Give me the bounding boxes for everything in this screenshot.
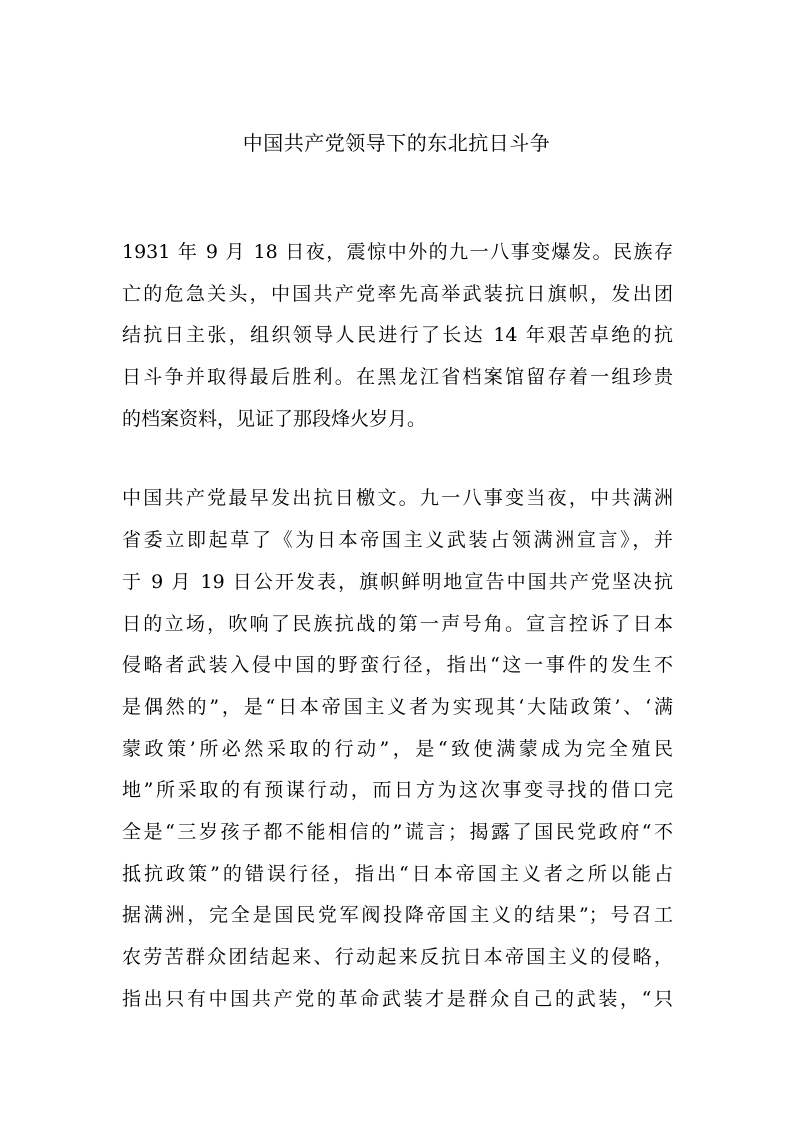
text-line: 1931 年 9 月 18 日夜，震惊中外的九一八事变爆发。民族存 <box>122 241 673 263</box>
text-line: 中国共产党最早发出抗日檄文。九一八事变当夜，中共满洲 <box>122 487 673 510</box>
paragraph-2 <box>122 478 673 1020</box>
text-line: 日的立场，吹响了民族抗战的第一声号角。宣言控诉了日本 <box>122 612 673 635</box>
paragraph-1 <box>122 232 673 440</box>
text-line: 的档案资料，见证了那段烽火岁月。 <box>122 407 427 430</box>
text-line: 农劳苦群众团结起来、行动起来反抗日本帝国主义的侵略， <box>122 946 673 968</box>
text-line: 亡的危急关头，中国共产党率先高举武装抗日旗帜，发出团 <box>122 282 673 305</box>
document-title: 中国共产党领导下的东北抗日斗争 <box>242 131 551 155</box>
text-line: 省委立即起草了《为日本帝国主义武装占领满洲宣言》，并 <box>122 529 673 552</box>
document-body <box>122 232 673 1020</box>
text-line: 全是“三岁孩子都不能相信的”谎言；揭露了国民党政府“不 <box>122 820 673 843</box>
text-line: 是偶然的”，是“日本帝国主义者为实现其‘大陆政策’、‘满 <box>122 695 673 718</box>
text-line: 蒙政策’所必然采取的行动”，是“致使满蒙成为完全殖民 <box>122 737 673 760</box>
text-line: 于 9 月 19 日公开发表，旗帜鲜明地宣告中国共产党坚决抗 <box>122 570 673 593</box>
text-line: 据满洲，完全是国民党军阀投降帝国主义的结果”；号召工 <box>122 904 673 927</box>
text-line: 指出只有中国共产党的革命武装才是群众自己的武装，“只 <box>122 987 673 1010</box>
text-line: 日斗争并取得最后胜利。在黑龙江省档案馆留存着一组珍贵 <box>122 366 673 389</box>
text-line: 侵略者武装入侵中国的野蛮行径，指出“这一事件的发生不 <box>122 654 673 677</box>
text-line: 结抗日主张，组织领导人民进行了长达 14 年艰苦卓绝的抗 <box>122 324 673 347</box>
text-line: 抵抗政策”的错误行径，指出“日本帝国主义者之所以能占 <box>122 862 673 885</box>
text-line: 地”所采取的有预谋行动，而日方为这次事变寻找的借口完 <box>122 779 673 802</box>
